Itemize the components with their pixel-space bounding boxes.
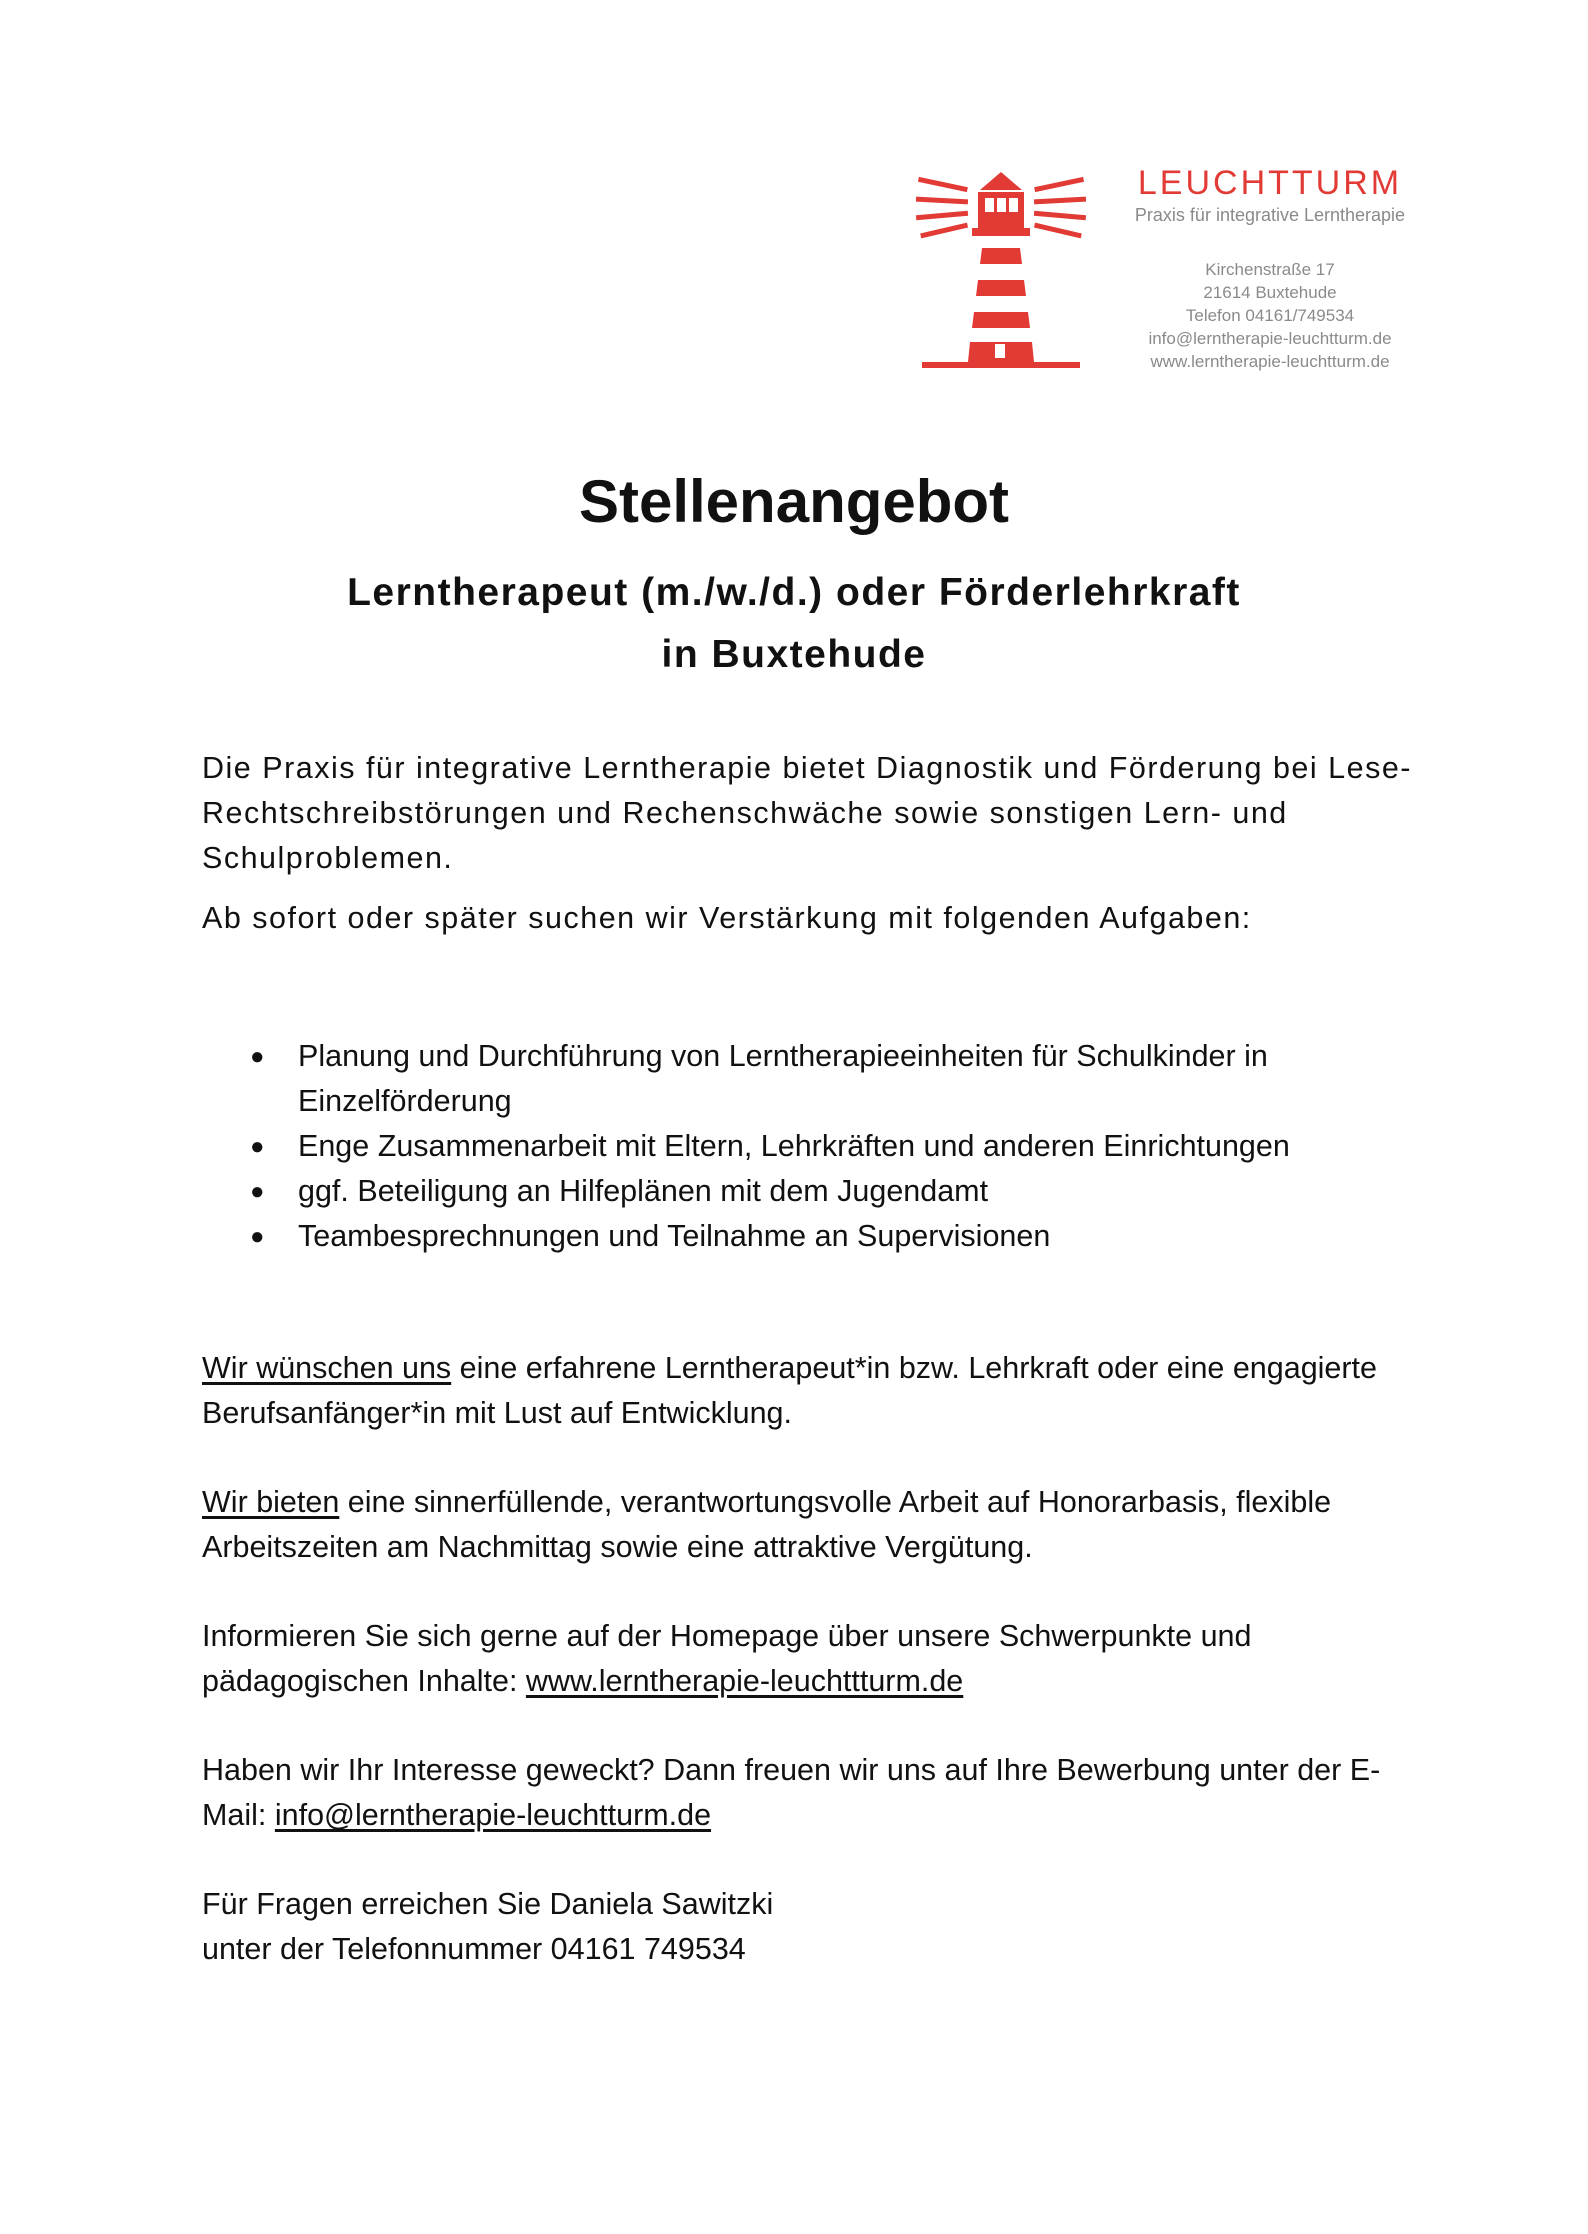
- list-item-text: Teambesprechnungen und Teilnahme an Supervisionen: [298, 1219, 1051, 1253]
- task-list: [202, 1034, 1442, 1259]
- wishes-lead: Wir wünschen uns: [202, 1351, 452, 1385]
- contact-paragraph: [202, 1882, 1442, 1972]
- intro-paragraph: Ab sofort oder später suchen wir Verstärkung mit folgenden Aufgaben:: [202, 901, 1252, 935]
- brand-block: [1110, 166, 1430, 224]
- list-item: [202, 1214, 1442, 1259]
- address-phone: Telefon 04161/749534: [1185, 306, 1355, 325]
- brand-name: LEUCHTTURM: [1137, 164, 1403, 202]
- apply-text: Haben wir Ihr Interesse geweckt? Dann freuen wir uns auf Ihre Bewerbung unter der E-Mail:: [202, 1753, 1381, 1832]
- bullet-icon: ●: [250, 1043, 265, 1070]
- lighthouse-logo: [916, 166, 1086, 370]
- address-web: www.lerntherapie-leuchtturm.de: [1150, 352, 1390, 371]
- wishes-paragraph: [202, 1346, 1442, 1436]
- info-text: Informieren Sie sich gerne auf der Homepage über unsere Schwerpunkte und pädagogischen Inhalte:: [202, 1619, 1252, 1698]
- page-title: Stellenangebot: [578, 468, 1010, 535]
- apply-paragraph: [202, 1748, 1442, 1838]
- offer-text: eine sinnerfüllende, verantwortungsvolle Arbeit auf Honorarbasis, flexible Arbeitszeiten am Nachmittag sowie eine attraktive Vergütung.: [202, 1485, 1332, 1564]
- bullet-icon: ●: [250, 1178, 265, 1205]
- list-item: [202, 1169, 1442, 1214]
- offer-lead: Wir bieten: [202, 1485, 340, 1519]
- wishes-text: eine erfahrene Lerntherapeut*in bzw. Lehrkraft oder eine engagierte Berufsanfänger*in mit Lust auf Entwicklung.: [202, 1351, 1377, 1430]
- lighthouse-icon: [916, 166, 1086, 370]
- list-item-text: ggf. Beteiligung an Hilfeplänen mit dem Jugendamt: [298, 1174, 989, 1208]
- bullet-icon: ●: [250, 1223, 265, 1250]
- job-subtitle-line1: Lerntherapeut (m./w./d.) oder Förderlehrkraft: [347, 571, 1241, 614]
- email-link[interactable]: info@lerntherapie-leuchtturm.de: [274, 1798, 712, 1832]
- contact-line: Für Fragen erreichen Sie Daniela Sawitzki: [202, 1887, 774, 1921]
- bullet-icon: ●: [250, 1133, 265, 1160]
- job-subtitle: [0, 562, 1588, 686]
- contact-line: unter der Telefonnummer 04161 749534: [202, 1932, 746, 1966]
- intro-section: [202, 746, 1422, 941]
- address-block: [1110, 258, 1430, 373]
- list-item-text: Enge Zusammenarbeit mit Eltern, Lehrkräften und anderen Einrichtungen: [298, 1129, 1290, 1163]
- address-street: Kirchenstraße 17: [1205, 260, 1335, 279]
- homepage-link[interactable]: www.lerntherapie-leuchttturm.de: [525, 1664, 964, 1698]
- job-subtitle-line2: in Buxtehude: [661, 633, 927, 676]
- offer-paragraph: [202, 1480, 1442, 1570]
- list-item: [202, 1124, 1442, 1169]
- intro-paragraph: Die Praxis für integrative Lerntherapie bietet Diagnostik und Förderung bei Lese-Rechtschreibstörungen und Rechenschwäche sowie sonstigen Lern- und Schulproblemen.: [202, 751, 1412, 875]
- list-item-text: Planung und Durchführung von Lerntherapieeinheiten für Schulkinder in Einzelförderung: [298, 1039, 1268, 1118]
- address-city: 21614 Buxtehude: [1203, 283, 1337, 302]
- brand-subtitle: Praxis für integrative Lerntherapie: [1134, 205, 1406, 225]
- info-paragraph: [202, 1614, 1442, 1704]
- list-item: [202, 1034, 1442, 1124]
- address-email: info@lerntherapie-leuchtturm.de: [1148, 329, 1392, 348]
